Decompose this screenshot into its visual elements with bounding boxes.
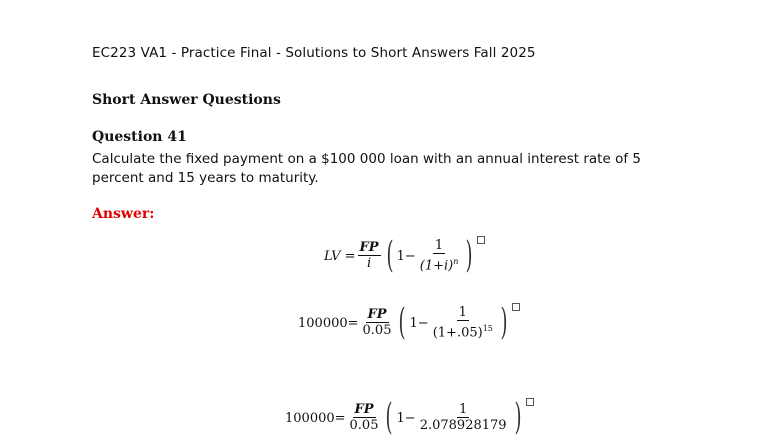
eq2-exponent: 15 (482, 323, 493, 333)
eq3-inner-numerator: 1 (458, 402, 468, 417)
eq2-denominator: 0.05 (362, 323, 392, 338)
section-title: Short Answer Questions (92, 92, 281, 108)
eq1-right-paren: ) (465, 235, 473, 276)
eq1-inner-denominator: $(1+i)^n$ (419, 256, 459, 274)
eq3-denominator: 0.05 (349, 418, 379, 433)
eq1-denominator: i (366, 256, 372, 271)
question-title: Question 41 (92, 129, 187, 145)
eq2-inner-denominator: $(1+.05)^{15}$ (432, 323, 493, 341)
eq2-lhs: 100000= (298, 315, 359, 331)
answer-label: Answer: (92, 206, 155, 222)
eq3-inner-denominator: 2.078928179 (419, 418, 507, 433)
equation-loan-value-formula (324, 235, 485, 276)
eq1-inner-numerator: 1 (434, 237, 444, 253)
eq2-inner-numerator: 1 (458, 304, 467, 320)
placeholder-box-icon (526, 398, 534, 406)
eq2-right-paren: ) (500, 302, 508, 343)
document-header: EC223 VA1 - Practice Final - Solutions to Short Answers Fall 2025 (92, 45, 536, 61)
equation-substituted (298, 302, 520, 343)
eq1-numerator: FP (359, 240, 379, 255)
eq1-left-paren: ( (386, 235, 394, 276)
placeholder-box-icon (477, 236, 485, 244)
eq3-numerator: FP (354, 402, 374, 417)
eq3-fraction (348, 403, 381, 433)
eq1-inner-fraction (418, 239, 461, 273)
eq3-one-minus: 1− (396, 410, 416, 426)
eq3-right-paren: ) (514, 397, 522, 438)
eq3-lhs: 100000= (285, 410, 346, 426)
eq1-fraction (358, 241, 381, 271)
eq3-inner-fraction (418, 403, 509, 433)
eq2-fraction (361, 308, 394, 338)
question-text: Calculate the fixed payment on a $100 000 loan with an annual interest rate of 5 percent and 15 years to maturity. (92, 151, 641, 186)
eq2-one-minus: 1− (409, 315, 429, 331)
eq2-numerator: FP (367, 307, 387, 322)
eq1-lhs: LV = (324, 248, 356, 264)
eq1-exponent: n (453, 256, 459, 266)
eq1-one-minus: 1− (396, 248, 416, 264)
eq2-inner-fraction (431, 306, 495, 340)
eq2-left-paren: ( (398, 302, 407, 343)
eq3-left-paren: ( (385, 397, 394, 438)
placeholder-box-icon (512, 303, 520, 311)
equation-evaluated (285, 397, 534, 438)
